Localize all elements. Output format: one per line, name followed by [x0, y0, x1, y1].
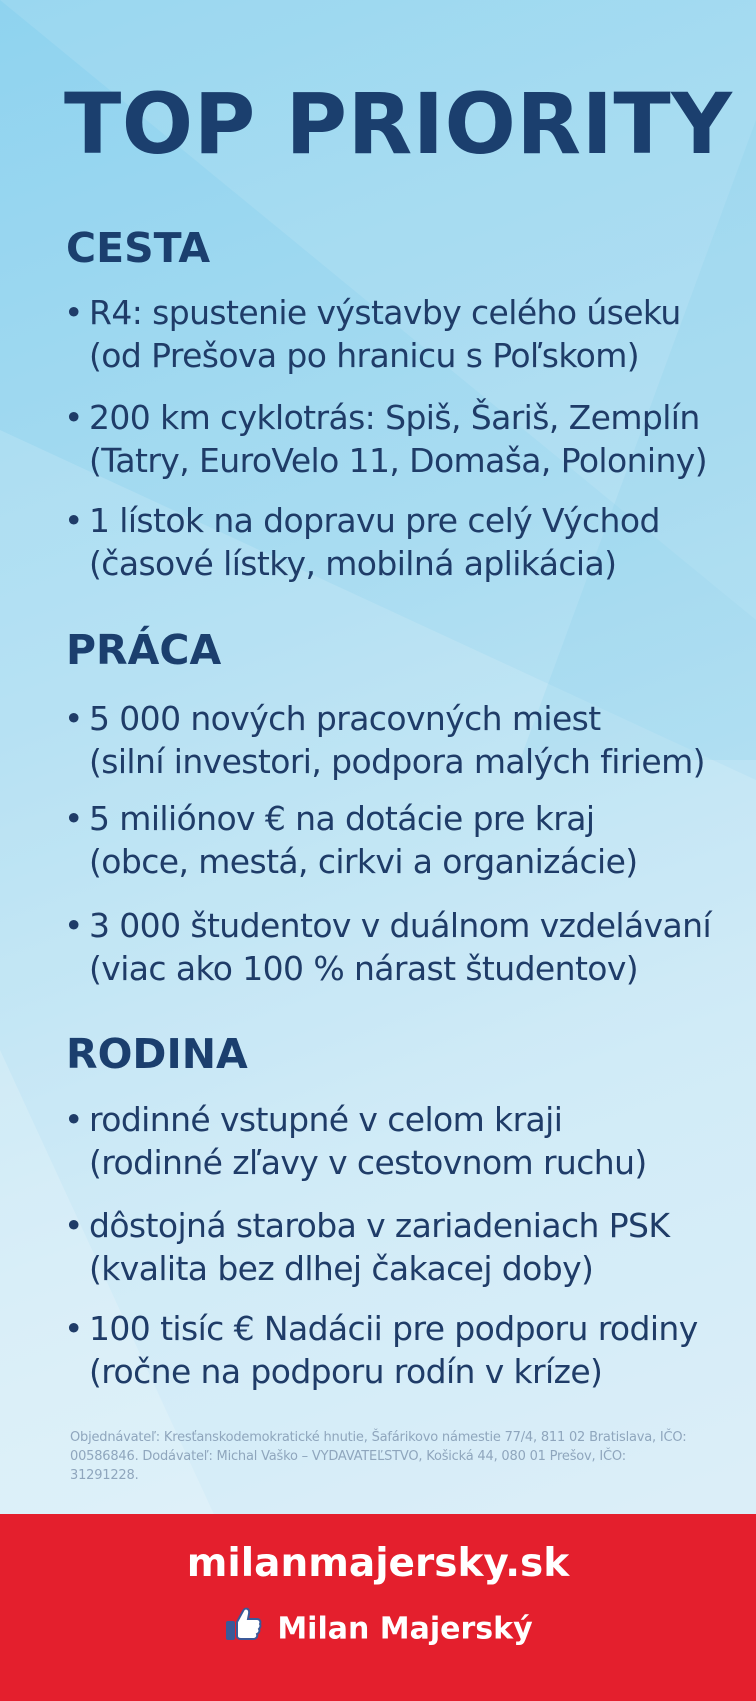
section-heading-rodina: RODINA	[66, 1030, 248, 1078]
item-line-1: 5 miliónov € na dotácie pre kraj	[89, 799, 595, 838]
list-item	[64, 1307, 744, 1393]
section-heading-praca: PRÁCA	[66, 626, 222, 674]
list-item	[64, 1098, 744, 1184]
bullet: •	[64, 398, 83, 437]
list-item	[64, 291, 744, 377]
list-item	[64, 797, 744, 883]
item-line-1: 100 tisíc € Nadácii pre podporu rodiny	[89, 1309, 698, 1348]
item-line-1: 200 km cyklotrás: Spiš, Šariš, Zemplín	[89, 398, 700, 437]
section-heading-cesta: CESTA	[66, 224, 211, 272]
imprint-text: Objednávateľ: Kresťanskodemokratické hnutie, Šafárikovo námestie 77/4, 811 02 Bratislava, IČO: 00586846. Dodávateľ: Michal Vaško – VYDAVATEĽSTVO, Košická 44, 080 01 Prešov, IČO: 31291228.	[70, 1430, 687, 1483]
bullet: •	[64, 799, 83, 838]
thumbs-up-icon	[223, 1604, 263, 1655]
website-link[interactable]: milanmajersky.sk	[186, 1541, 570, 1586]
item-line-1: rodinné vstupné v celom kraji	[89, 1100, 563, 1139]
item-line-2: (Tatry, EuroVelo 11, Domaša, Poloniny)	[89, 441, 707, 480]
item-line-1: R4: spustenie výstavby celého úseku	[89, 293, 681, 332]
list-item	[64, 904, 744, 990]
list-item	[64, 396, 744, 482]
item-line-2: (časové lístky, mobilná aplikácia)	[89, 544, 617, 583]
item-line-1: 5 000 nových pracovných miest	[89, 699, 601, 738]
footer	[0, 1514, 756, 1701]
item-line-1: 3 000 študentov v duálnom vzdelávaní	[89, 906, 712, 945]
page-title: TOP PRIORITY	[64, 75, 733, 173]
list-item	[64, 1204, 744, 1290]
facebook-name: Milan Majerský	[277, 1611, 533, 1647]
item-line-2: (kvalita bez dlhej čakacej doby)	[89, 1249, 594, 1288]
list-item	[64, 499, 744, 585]
item-line-2: (silní investori, podpora malých firiem)	[89, 742, 705, 781]
item-line-1: 1 lístok na dopravu pre celý Východ	[89, 501, 660, 540]
item-line-2: (od Prešova po hranicu s Poľskom)	[89, 336, 640, 375]
list-item	[64, 697, 744, 783]
bullet: •	[64, 906, 83, 945]
bullet: •	[64, 501, 83, 540]
bullet: •	[64, 1206, 83, 1245]
bullet: •	[64, 1309, 83, 1348]
bullet: •	[64, 699, 83, 738]
item-line-2: (viac ako 100 % nárast študentov)	[89, 949, 639, 988]
item-line-2: (obce, mestá, cirkvi a organizácie)	[89, 842, 638, 881]
item-line-1: dôstojná staroba v zariadeniach PSK	[89, 1206, 670, 1245]
item-line-2: (ročne na podporu rodín v kríze)	[89, 1352, 603, 1391]
bullet: •	[64, 1100, 83, 1139]
facebook-link[interactable]	[0, 1604, 756, 1655]
item-line-2: (rodinné zľavy v cestovnom ruchu)	[89, 1143, 647, 1182]
bullet: •	[64, 293, 83, 332]
